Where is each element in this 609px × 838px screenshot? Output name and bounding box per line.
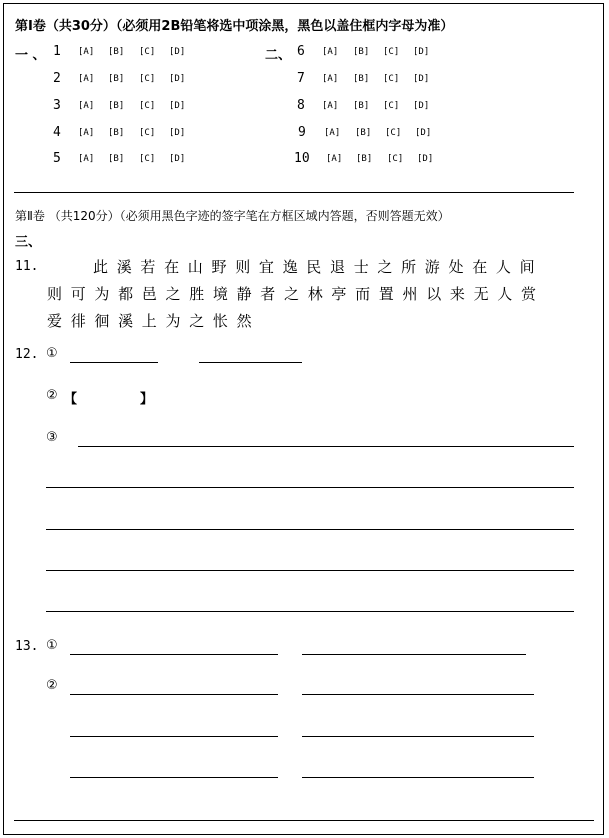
option-c[interactable]: [C] <box>139 74 156 84</box>
section-three-label: 三、 <box>15 235 42 250</box>
q13-sub2-blank-a[interactable] <box>70 694 278 695</box>
option-a[interactable]: [A] <box>78 74 95 84</box>
q12-bracket-right: 】 <box>140 392 154 407</box>
q13-sub2-marker: ② <box>46 678 58 693</box>
q12-answer-line-4[interactable] <box>46 570 574 571</box>
option-d[interactable]: [D] <box>169 74 186 84</box>
q12-number: 12. <box>15 347 39 362</box>
q12-answer-line-2[interactable] <box>46 487 574 488</box>
option-a[interactable]: [A] <box>78 47 95 57</box>
option-a[interactable]: [A] <box>78 154 95 164</box>
option-c[interactable]: [C] <box>385 128 402 138</box>
q13-number: 13. <box>15 639 39 654</box>
question-number: 2 <box>53 71 61 86</box>
q13-sub2-blank-e[interactable] <box>70 777 278 778</box>
question-number: 8 <box>297 98 305 113</box>
option-d[interactable]: [D] <box>417 154 434 164</box>
question-number: 5 <box>53 151 61 166</box>
option-b[interactable]: [B] <box>353 74 370 84</box>
option-d[interactable]: [D] <box>169 101 186 111</box>
option-b[interactable]: [B] <box>108 128 125 138</box>
q11-text-line1: 此溪若在山野则宜逸民退士之所游处在人间 <box>93 258 544 276</box>
option-a[interactable]: [A] <box>322 47 339 57</box>
section-one-label: 一 、 <box>15 48 46 63</box>
option-b[interactable]: [B] <box>356 154 373 164</box>
option-d[interactable]: [D] <box>413 47 430 57</box>
option-d[interactable]: [D] <box>169 154 186 164</box>
option-a[interactable]: [A] <box>78 101 95 111</box>
option-b[interactable]: [B] <box>355 128 372 138</box>
q11-text-line2: 则可为都邑之胜境静者之林亭而置州以来无人赏 <box>47 285 545 303</box>
option-d[interactable]: [D] <box>415 128 432 138</box>
q12-sub3-marker: ③ <box>46 430 58 445</box>
option-a[interactable]: [A] <box>324 128 341 138</box>
q12-sub1-marker: ① <box>46 346 58 361</box>
part2-header: 第Ⅱ卷 （共120分）（必须用黑色字迹的签字笔在方框区域内答题，否则答题无效） <box>15 209 450 223</box>
option-b[interactable]: [B] <box>108 74 125 84</box>
option-a[interactable]: [A] <box>322 101 339 111</box>
question-number: 10 <box>294 151 310 166</box>
option-d[interactable]: [D] <box>169 47 186 57</box>
option-d[interactable]: [D] <box>413 74 430 84</box>
q13-sub2-blank-f[interactable] <box>302 777 534 778</box>
q13-sub1-marker: ① <box>46 638 58 653</box>
option-a[interactable]: [A] <box>322 74 339 84</box>
q12-sub2-marker: ② <box>46 388 58 403</box>
q12-answer-line-5[interactable] <box>46 611 574 612</box>
option-c[interactable]: [C] <box>383 74 400 84</box>
q13-sub2-blank-c[interactable] <box>70 736 278 737</box>
option-c[interactable]: [C] <box>387 154 404 164</box>
option-b[interactable]: [B] <box>353 47 370 57</box>
option-b[interactable]: [B] <box>108 154 125 164</box>
option-a[interactable]: [A] <box>78 128 95 138</box>
q12-sub1-blank-a[interactable] <box>70 362 158 363</box>
q13-sub1-blank-b[interactable] <box>302 654 526 655</box>
question-number: 7 <box>297 71 305 86</box>
q13-sub1-blank-a[interactable] <box>70 654 278 655</box>
option-b[interactable]: [B] <box>353 101 370 111</box>
option-d[interactable]: [D] <box>413 101 430 111</box>
option-c[interactable]: [C] <box>139 47 156 57</box>
part-divider <box>14 192 574 193</box>
option-c[interactable]: [C] <box>139 101 156 111</box>
part1-header: 第Ⅰ卷（共30分）（必须用2B铅笔将选中项涂黑，黑色以盖住框内字母为准） <box>15 19 454 34</box>
option-b[interactable]: [B] <box>108 101 125 111</box>
q12-answer-line-1[interactable] <box>78 446 574 447</box>
option-c[interactable]: [C] <box>383 47 400 57</box>
q11-number: 11. <box>15 259 39 274</box>
option-c[interactable]: [C] <box>139 128 156 138</box>
question-number: 4 <box>53 125 61 140</box>
bottom-rule <box>14 820 594 821</box>
question-number: 6 <box>297 44 305 59</box>
q11-text-line3: 爱徘徊溪上为之怅然 <box>47 312 261 330</box>
question-number: 9 <box>298 125 306 140</box>
option-c[interactable]: [C] <box>383 101 400 111</box>
option-c[interactable]: [C] <box>139 154 156 164</box>
option-b[interactable]: [B] <box>108 47 125 57</box>
q12-answer-line-3[interactable] <box>46 529 574 530</box>
q13-sub2-blank-b[interactable] <box>302 694 534 695</box>
question-number: 1 <box>53 44 61 59</box>
q12-sub1-blank-b[interactable] <box>199 362 302 363</box>
q12-bracket-left: 【 <box>64 392 78 407</box>
option-a[interactable]: [A] <box>326 154 343 164</box>
section-two-label: 二、 <box>265 48 292 63</box>
option-d[interactable]: [D] <box>169 128 186 138</box>
question-number: 3 <box>53 98 61 113</box>
q13-sub2-blank-d[interactable] <box>302 736 534 737</box>
